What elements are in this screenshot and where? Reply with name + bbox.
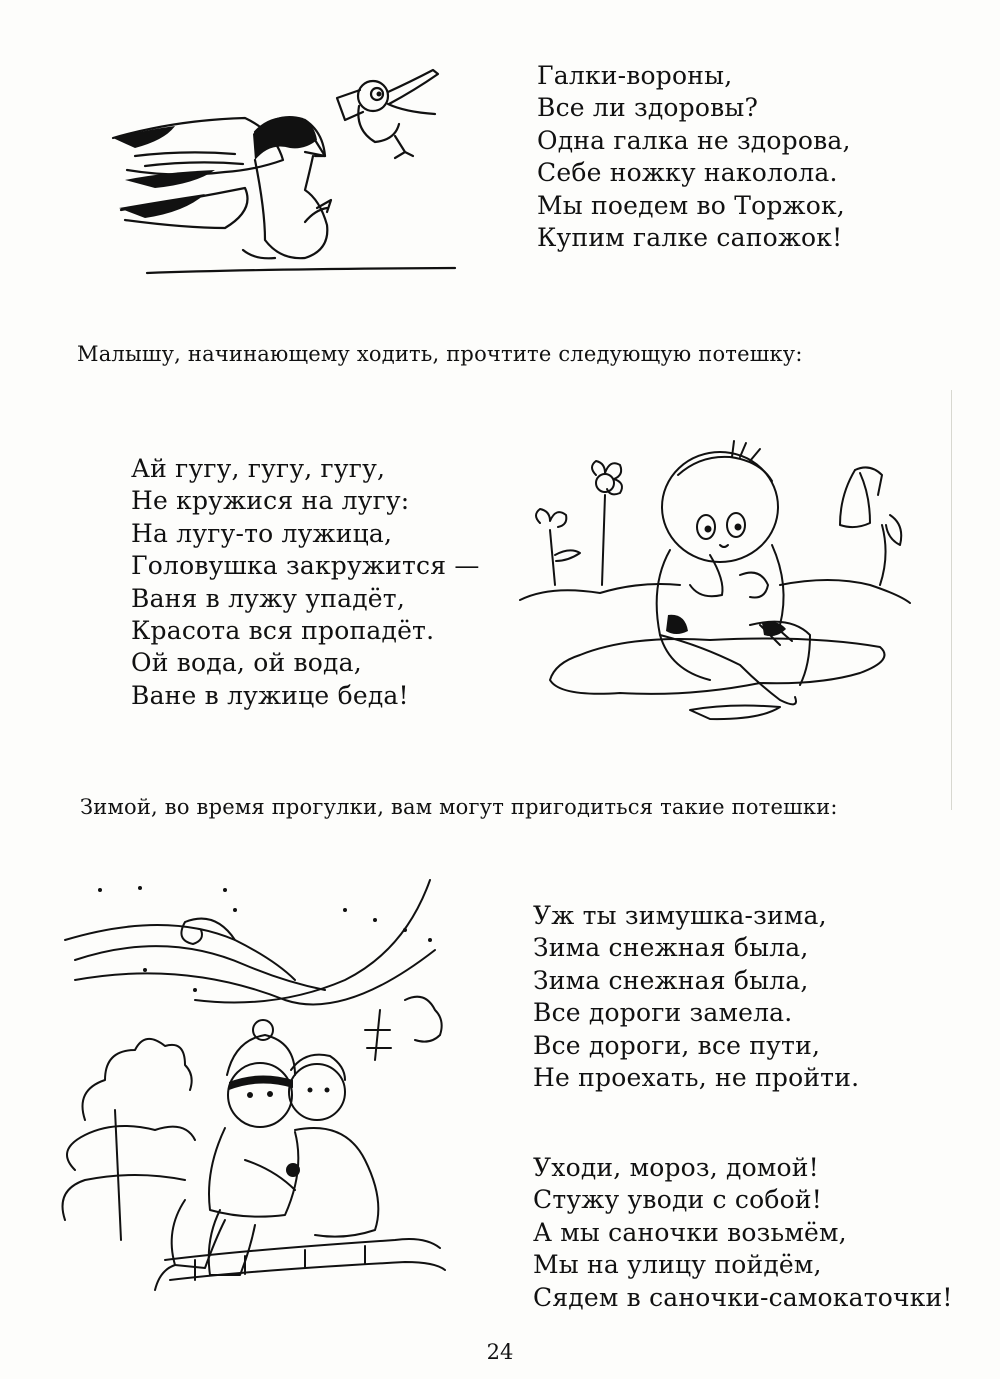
- poem-line: Головушка закружится —: [131, 551, 480, 581]
- poem-line: А мы саночки возьмём,: [533, 1217, 847, 1247]
- poem-line: Мы поедем во Торжок,: [537, 190, 845, 220]
- page-number: 24: [486, 1340, 514, 1364]
- poem-line: Не кружися на лугу:: [131, 486, 410, 516]
- poem-line: Стужу уводи с собой!: [533, 1185, 822, 1215]
- poem-line: Уходи, мороз, домой!: [533, 1153, 819, 1182]
- poem-line: Ване в лужице беда!: [131, 680, 409, 710]
- page-edge-line: [951, 390, 952, 810]
- poem-crows: [537, 60, 851, 254]
- intro-walking: Малышу, начинающему ходить, прочтите следующую потешку:: [77, 342, 803, 366]
- poem-winter: [533, 900, 859, 1094]
- poem-line: Ваня в лужу упадёт,: [131, 583, 405, 613]
- boy-puddle-illustration: [510, 435, 920, 735]
- intro-winter: Зимой, во время прогулки, вам могут пригодиться такие потешки:: [80, 795, 838, 819]
- birds-illustration: [105, 60, 465, 280]
- sled-illustration: [45, 870, 485, 1310]
- poem-line: Себе ножку наколола.: [537, 158, 838, 188]
- children-on-sled-drawing: [45, 870, 485, 1310]
- poem-line: Зима снежная была,: [533, 965, 809, 995]
- poem-line: Уж ты зимушка-зима,: [533, 901, 827, 930]
- poem-line: Ай гугу, гугу, гугу,: [131, 454, 386, 483]
- poem-line: Галки-вороны,: [537, 61, 733, 90]
- poem-line: Все ли здоровы?: [537, 93, 759, 123]
- poem-line: Все дороги замела.: [533, 998, 793, 1028]
- poem-line: Одна галка не здорова,: [537, 125, 851, 155]
- boy-in-puddle-drawing: [510, 435, 920, 735]
- poem-line: Красота вся пропадёт.: [131, 616, 435, 646]
- poem-frost: [533, 1152, 953, 1314]
- poem-line: Зима снежная была,: [533, 933, 809, 963]
- poem-line: Все дороги, все пути,: [533, 1030, 821, 1060]
- poem-line: Мы на улицу пойдём,: [533, 1250, 822, 1280]
- poem-line: Ой вода, ой вода,: [131, 648, 362, 678]
- poem-line: Сядем в саночки-самокаточки!: [533, 1282, 953, 1312]
- poem-meadow: [131, 453, 480, 712]
- crow-and-jackdaw-drawing: [105, 60, 465, 280]
- poem-line: Купим галке сапожок!: [537, 223, 843, 253]
- poem-line: На лугу-то лужица,: [131, 518, 393, 548]
- poem-line: Не проехать, не пройти.: [533, 1063, 860, 1093]
